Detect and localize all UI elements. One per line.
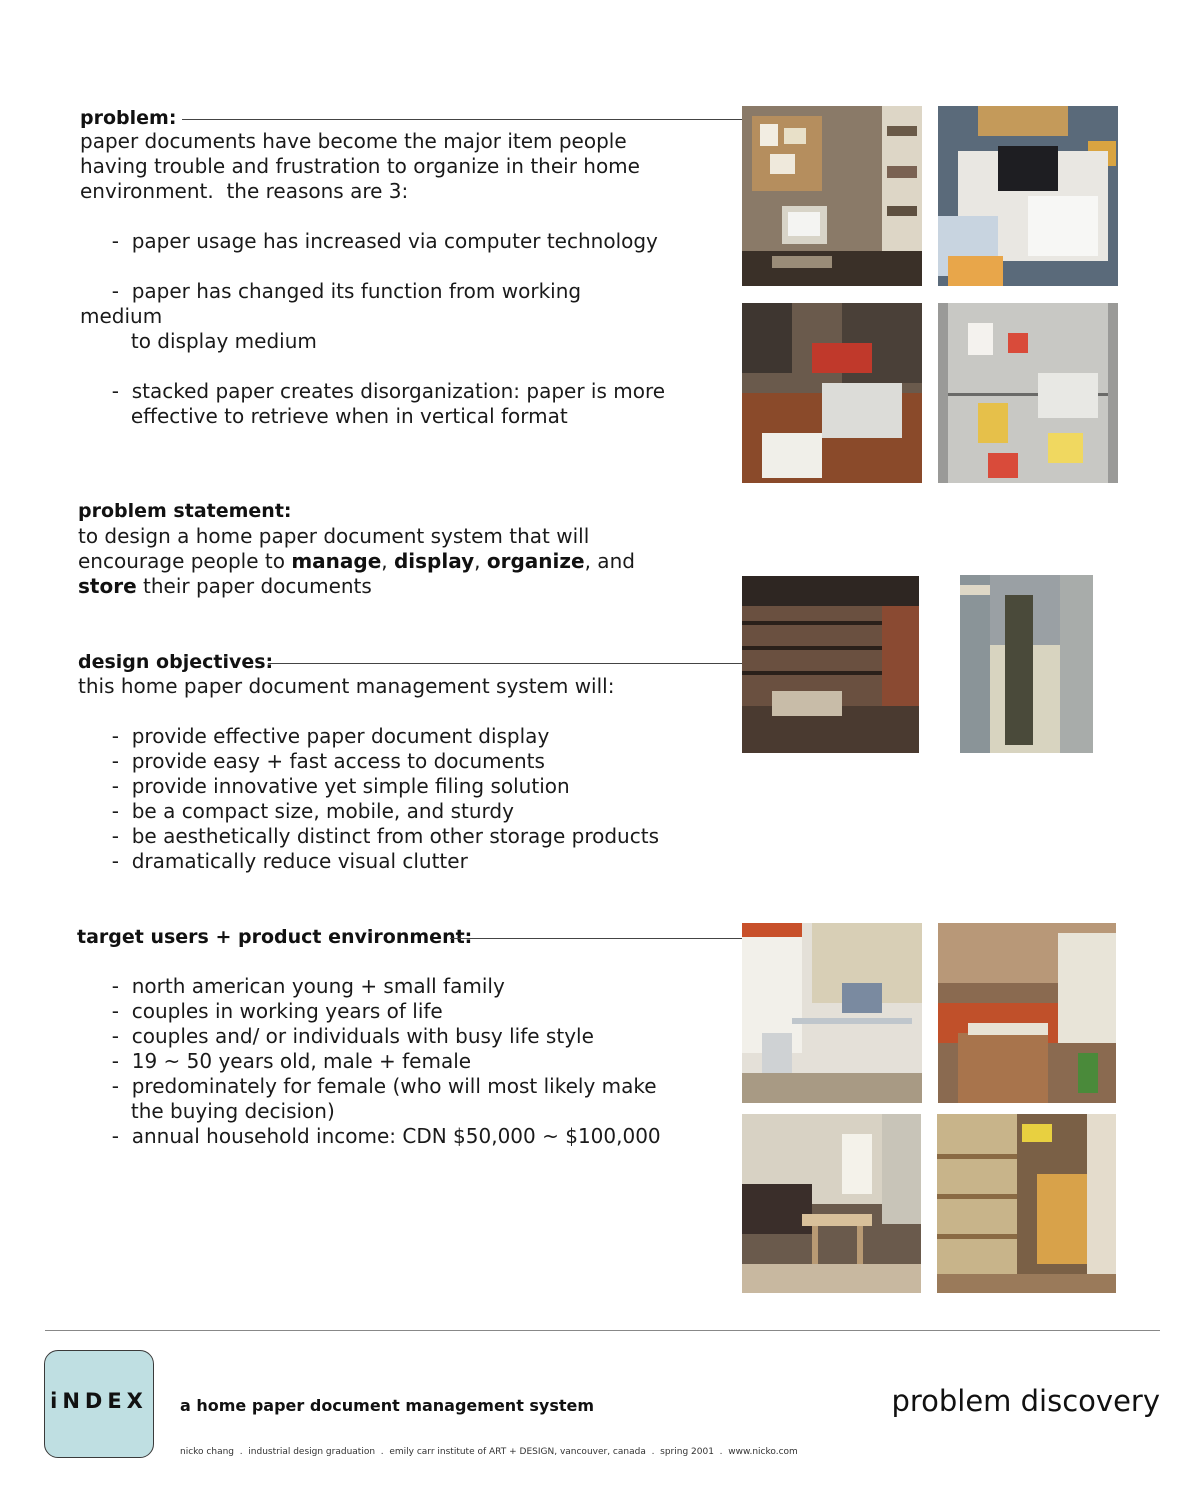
keyword-organize: organize	[486, 549, 585, 573]
design-objectives-heading: design objectives:	[78, 651, 274, 673]
photo-library-bookshelves	[742, 576, 919, 753]
objective-item: - provide effective paper document display	[80, 724, 550, 748]
objective-item: - provide easy + fast access to documents	[80, 749, 545, 773]
target-user-item: - couples and/ or individuals with busy life style	[80, 1024, 594, 1048]
photo-cluttered-home-office	[742, 106, 922, 286]
statement-comma: ,	[474, 549, 487, 573]
target-user-item: - annual household income: CDN $50,000 ~ $100,000	[80, 1124, 661, 1148]
footer-project-title: a home paper document management system	[180, 1396, 595, 1415]
design-objectives-intro	[78, 674, 614, 699]
problem-reason-3	[80, 379, 665, 429]
problem-intro-line: paper documents have become the major item people	[80, 129, 627, 153]
problem-reason-line: to display medium	[80, 329, 317, 353]
problem-reason-line: - paper has changed its function from working	[80, 279, 582, 303]
keyword-display: display	[393, 549, 475, 573]
keyword-store: store	[78, 574, 137, 598]
statement-text: , and	[584, 549, 635, 573]
footer-credit-line: nicko chang . industrial design graduation . emily carr institute of ART + DESIGN, vancouver, canada . spring 2001 . www.nicko.com	[180, 1447, 798, 1457]
problem-reason-line: - paper usage has increased via computer technology	[80, 229, 658, 253]
objective-item: - be aesthetically distinct from other storage products	[80, 824, 659, 848]
photo-paper-piles-desk	[938, 106, 1118, 286]
statement-text: their paper documents	[136, 574, 372, 598]
problem-statement-line: to design a home paper document system that will	[78, 524, 590, 548]
problem-reason-line: effective to retrieve when in vertical format	[80, 404, 568, 428]
problem-intro-line: having trouble and frustration to organize in their home	[80, 154, 640, 178]
target-users-list	[80, 974, 661, 1149]
problem-leader-line	[182, 119, 742, 120]
problem-reason-line: - stacked paper creates disorganization: paper is more	[80, 379, 666, 403]
photo-home-office-desk	[742, 923, 922, 1103]
problem-statement-line	[78, 574, 635, 599]
problem-intro	[80, 129, 640, 204]
objective-item: - dramatically reduce visual clutter	[80, 849, 468, 873]
photo-hallway-shelves	[937, 1114, 1116, 1293]
index-logo-text: iNDEX	[50, 1389, 148, 1413]
footer-section-title: problem discovery	[891, 1384, 1160, 1418]
footer-divider	[45, 1330, 1160, 1331]
design-objectives-list	[80, 724, 659, 874]
target-user-item: - 19 ~ 50 years old, male + female	[80, 1049, 472, 1073]
problem-intro-line: environment. the reasons are 3:	[80, 179, 409, 203]
target-user-item: the buying decision)	[80, 1099, 335, 1123]
photo-filing-cabinets-woman	[960, 575, 1093, 753]
objectives-intro-line: this home paper document management system will:	[78, 674, 615, 698]
problem-statement-heading: problem statement:	[78, 500, 292, 522]
target-users-heading: target users + product environment:	[77, 926, 473, 948]
photo-messy-room-printer	[742, 303, 922, 483]
target-user-item: - north american young + small family	[80, 974, 505, 998]
objectives-leader-line	[268, 663, 742, 664]
target-user-item: - predominately for female (who will most likely make	[80, 1074, 657, 1098]
target-users-leader-line	[450, 938, 742, 939]
problem-reason-line: medium	[80, 304, 163, 328]
problem-heading: problem:	[80, 107, 177, 129]
photo-dining-room	[742, 1114, 921, 1293]
problem-statement-text	[78, 524, 635, 599]
index-logo	[44, 1350, 154, 1458]
problem-reason-1	[80, 229, 658, 254]
problem-statement-line	[78, 549, 635, 574]
problem-reason-2	[80, 279, 581, 354]
statement-text: encourage people to	[78, 549, 292, 573]
keyword-manage: manage	[291, 549, 382, 573]
objective-item: - provide innovative yet simple filing solution	[80, 774, 570, 798]
photo-fridge-magnets	[938, 303, 1118, 483]
target-user-item: - couples in working years of life	[80, 999, 443, 1023]
objective-item: - be a compact size, mobile, and sturdy	[80, 799, 514, 823]
statement-comma: ,	[381, 549, 394, 573]
photo-kitchen	[938, 923, 1116, 1103]
